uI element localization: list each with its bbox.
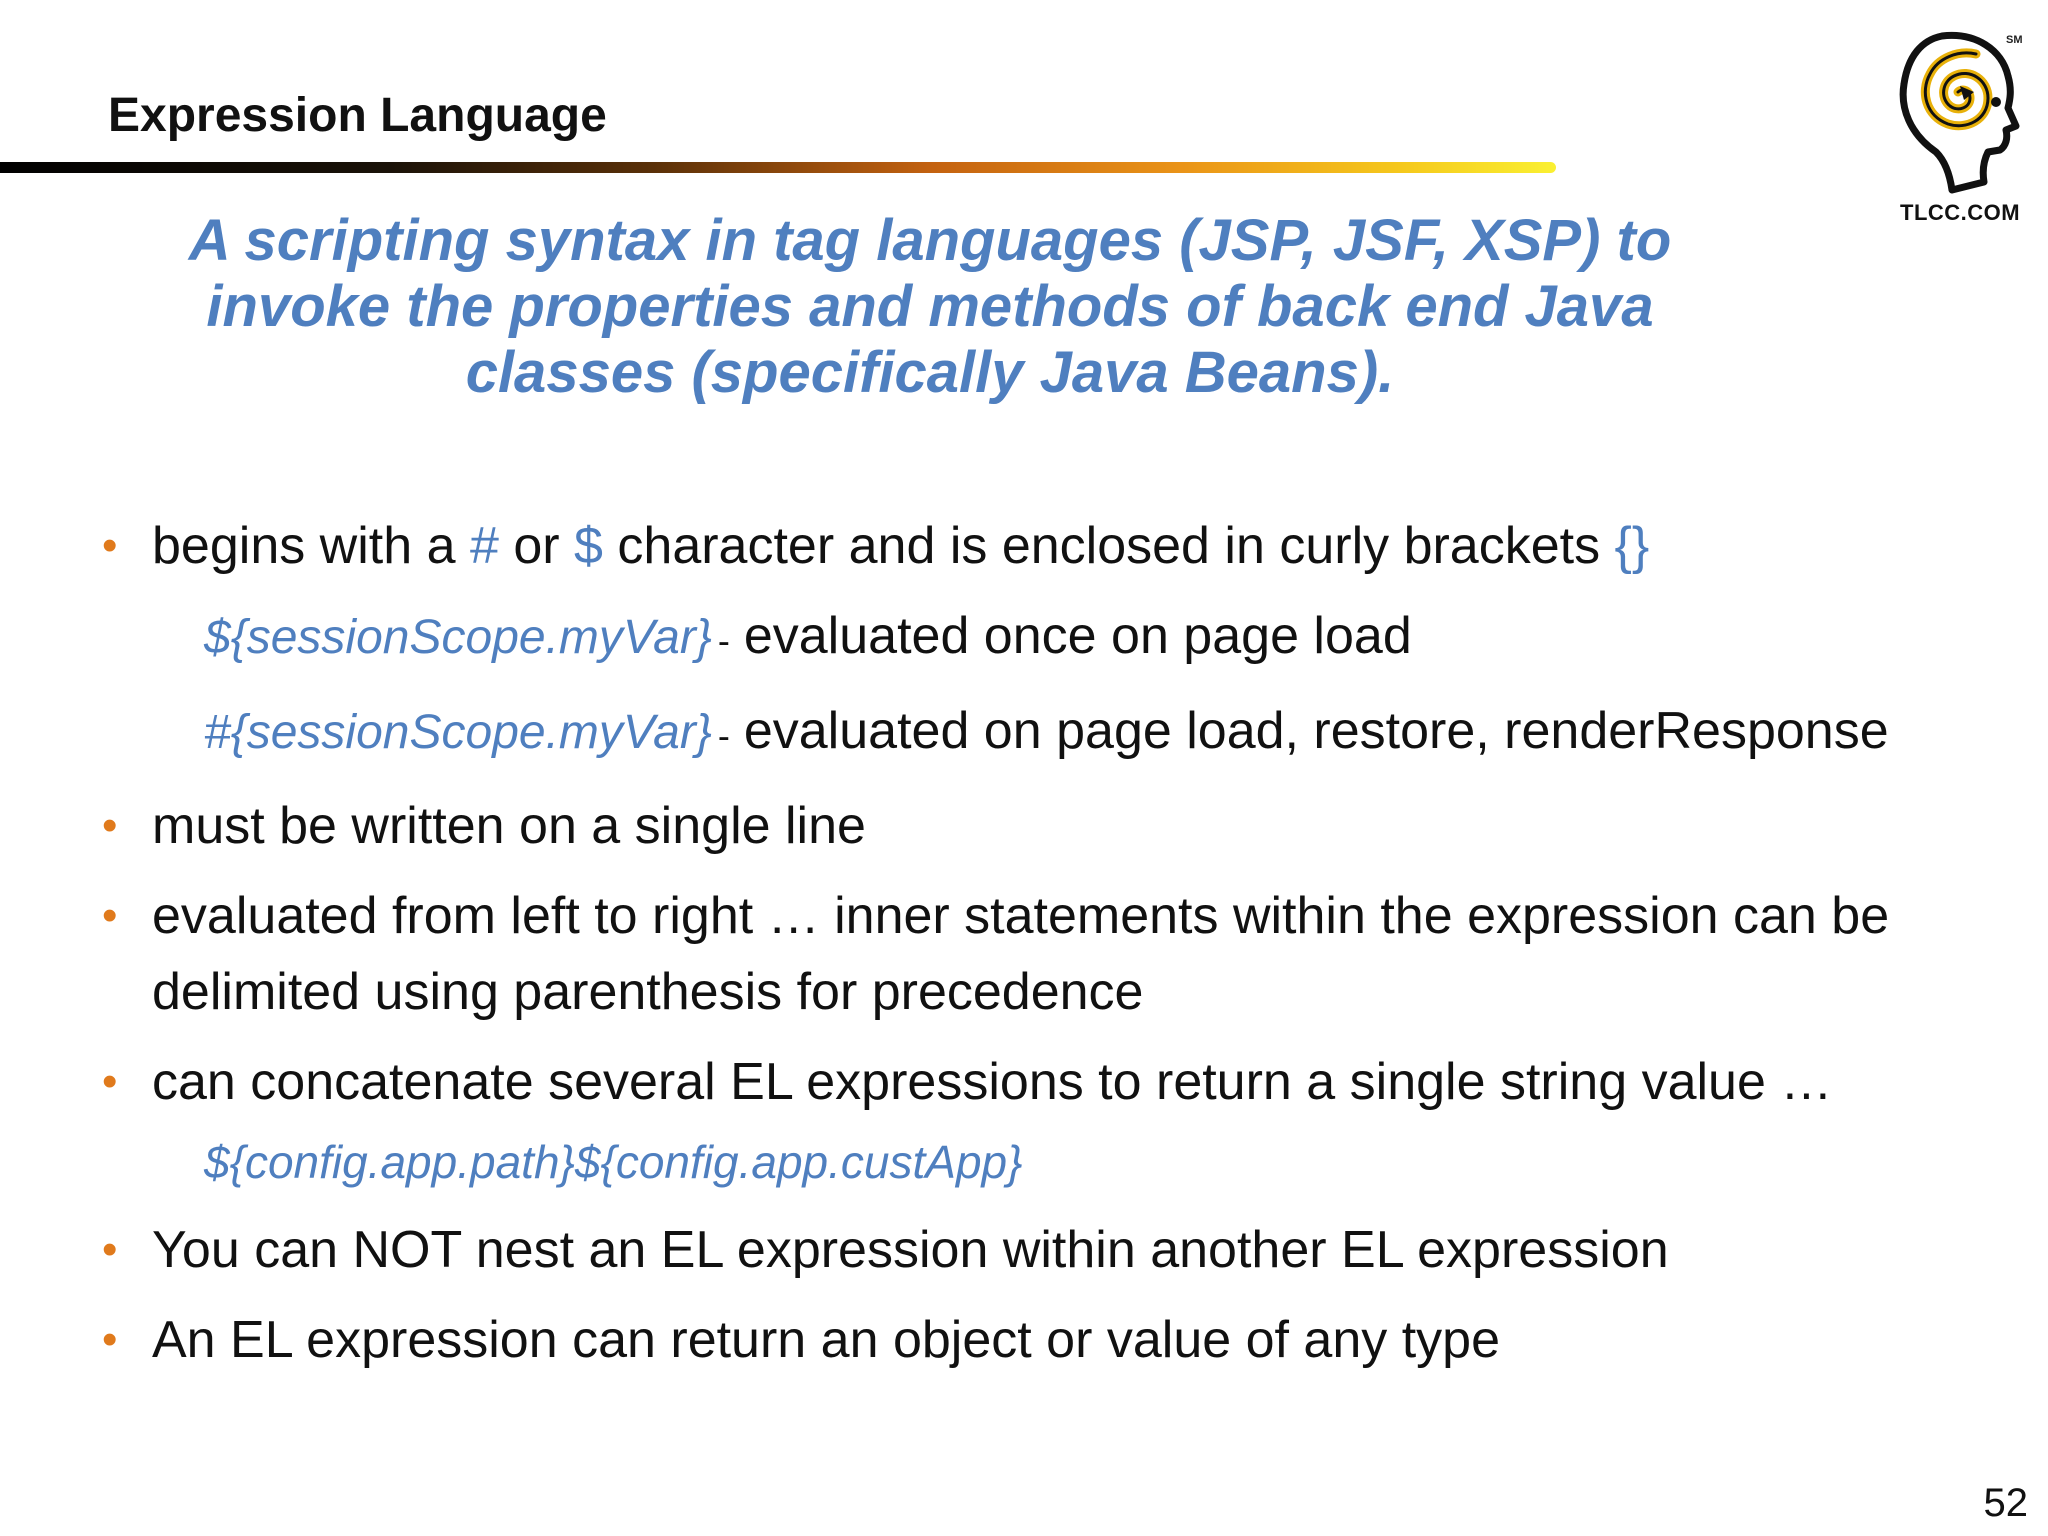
bullet-dot-icon: •	[102, 801, 118, 850]
code-description: evaluated once on page load	[743, 607, 1412, 665]
bullet-text: must be written on a single line	[152, 797, 866, 855]
code-example	[100, 598, 2020, 679]
bullet-item	[100, 508, 2020, 584]
bullet-item	[100, 878, 2020, 1030]
bullet-dot-icon: •	[102, 1225, 118, 1274]
bullet-text: can concatenate several EL expressions to return a single string value …	[152, 1053, 1833, 1111]
bullet-text: evaluated from left to right … inner statements within the expression can be delimited using parenthesis for precedence	[152, 887, 1890, 1021]
bullet-text: or	[498, 517, 575, 575]
bullet-list	[100, 508, 2020, 1392]
bullet-dot-icon: •	[102, 891, 118, 940]
hash-symbol: #	[469, 517, 499, 575]
bullet-item	[100, 1044, 2020, 1120]
bullet-item	[100, 788, 2020, 864]
bullet-text: You can NOT nest an EL expression within another EL expression	[152, 1221, 1669, 1279]
bullet-dot-icon: •	[102, 521, 118, 570]
code-snippet: #{sessionScope.myVar}	[204, 706, 712, 759]
code-separator: -	[717, 715, 730, 756]
code-snippet: ${config.app.path}${config.app.custApp}	[204, 1136, 1023, 1188]
bullet-item	[100, 1212, 2020, 1288]
bullet-dot-icon: •	[102, 1315, 118, 1364]
bullet-text: An EL expression can return an object or value of any type	[152, 1311, 1500, 1369]
bullet-item	[100, 1302, 2020, 1378]
code-example	[100, 693, 2020, 774]
code-example	[100, 1124, 2020, 1200]
spiral-head-icon	[1880, 30, 2040, 200]
slide-subtitle: A scripting syntax in tag languages (JSP, JSF, XSP) to invoke the properties and methods of back end Java classes (specifically Java Beans).	[188, 208, 1672, 405]
braces-symbol: {}	[1614, 517, 1650, 575]
code-separator: -	[717, 620, 730, 661]
title-underline-bar	[0, 162, 1556, 173]
bullet-text: character and is enclosed in curly brackets	[602, 517, 1615, 575]
dollar-symbol: $	[574, 517, 603, 575]
code-description: evaluated on page load, restore, renderResponse	[743, 702, 1889, 760]
slide-title: Expression Language	[108, 89, 607, 142]
service-mark: SM	[2006, 34, 2023, 46]
code-snippet: ${sessionScope.myVar}	[204, 611, 712, 664]
tlcc-logo	[1880, 30, 2040, 230]
bullet-text: begins with a	[152, 517, 470, 575]
page-number: 52	[1983, 1481, 2028, 1525]
logo-text: TLCC.COM	[1900, 200, 2021, 225]
bullet-dot-icon: •	[102, 1057, 118, 1106]
